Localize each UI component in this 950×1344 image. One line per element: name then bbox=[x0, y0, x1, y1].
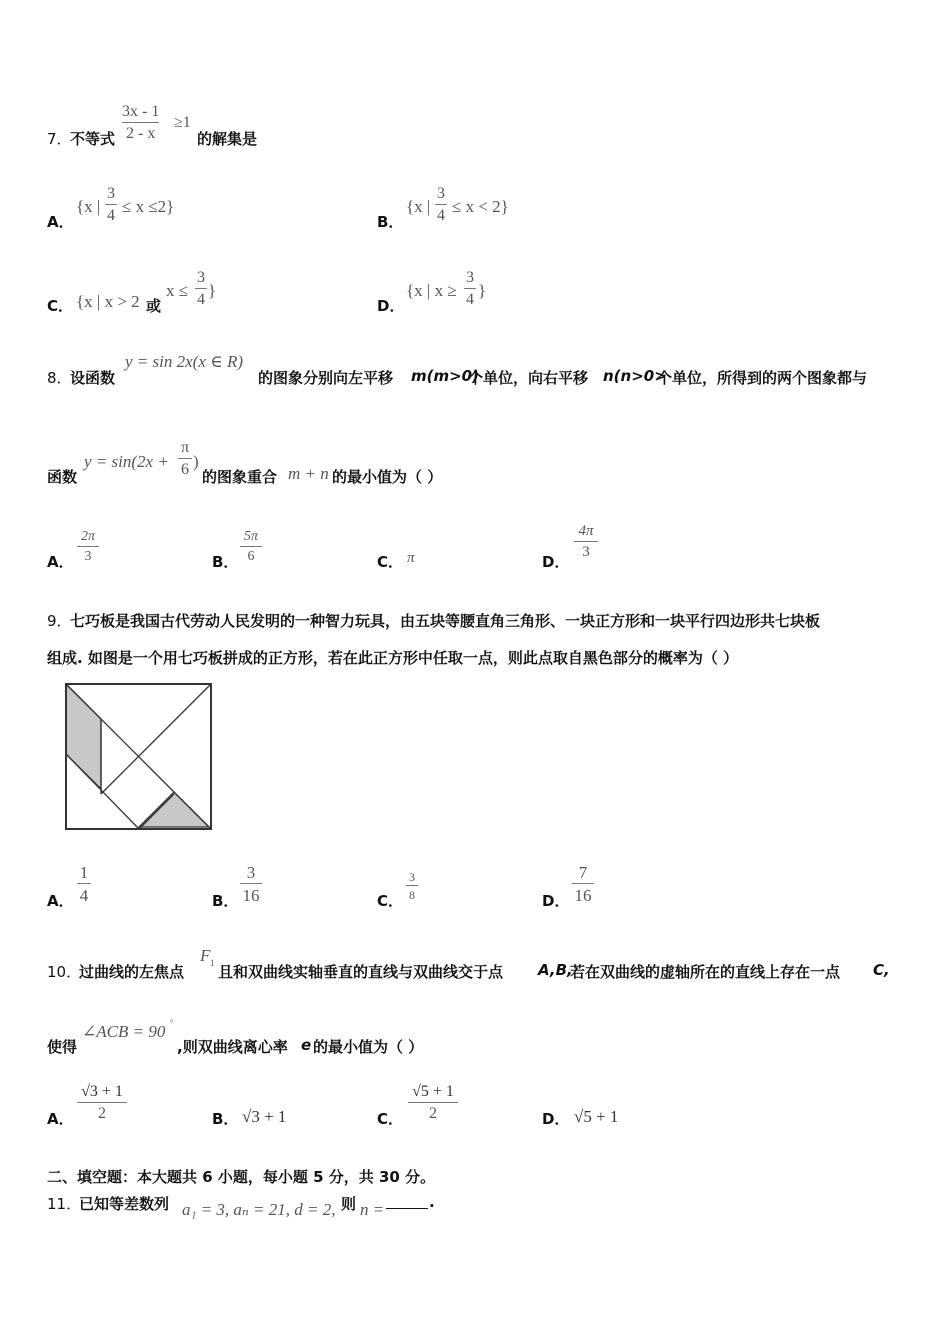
q8-option-d-fraction bbox=[574, 524, 598, 560]
q8-n-expr: n(n>0> bbox=[603, 367, 667, 385]
q7-option-c-connector: 或 bbox=[146, 297, 162, 315]
q8-option-d-label: D． bbox=[542, 553, 570, 571]
q10-option-c-fraction bbox=[408, 1084, 458, 1122]
fraction-numerator: 3 bbox=[437, 185, 445, 202]
fraction-numerator: √3 + 1 bbox=[81, 1083, 123, 1100]
fraction-bar bbox=[406, 885, 418, 886]
fraction-denominator: 16 bbox=[242, 886, 260, 905]
q8-m-plus-n: m + n bbox=[288, 464, 329, 483]
q8-m-expr: m(m>0) bbox=[411, 367, 479, 385]
q7-option-b-fraction bbox=[435, 186, 447, 224]
fraction-numerator: 2π bbox=[80, 529, 95, 544]
q7-option-a-set: {x | bbox=[76, 197, 101, 216]
fraction-numerator: π bbox=[180, 439, 190, 456]
q9-line1: 七巧板是我国古代劳动人民发明的一种智力玩具，由五块等腰直角三角形、一块正方形和一块平行四边形共七块板 bbox=[70, 612, 821, 630]
q11-n-equals: n = bbox=[360, 1200, 385, 1219]
q10-point-c: C, bbox=[873, 961, 890, 979]
section-2-heading: 二、填空题：本大题共 6 小题，每小题 5 分，共 30 分。 bbox=[47, 1168, 436, 1186]
fraction-denominator: 2 bbox=[429, 1105, 437, 1122]
q10-focus: F bbox=[200, 946, 211, 965]
q8-function2-fraction bbox=[178, 440, 192, 478]
q7-option-b-label: B． bbox=[377, 213, 404, 231]
fraction-denominator: 2 bbox=[98, 1105, 106, 1122]
q7-option-c-fraction bbox=[195, 270, 207, 308]
q9-option-b-label: B． bbox=[212, 892, 239, 910]
fraction-bar bbox=[122, 122, 159, 123]
fraction-denominator: 4 bbox=[437, 207, 445, 224]
fraction-bar bbox=[178, 458, 192, 459]
fraction-numerator: 3 bbox=[466, 269, 474, 286]
q8-option-b-label: B． bbox=[212, 553, 239, 571]
fraction-denominator: 4 bbox=[466, 291, 474, 308]
q10-angle: ∠ACB = 90 bbox=[82, 1022, 166, 1041]
q7-option-c-label: C． bbox=[47, 297, 74, 315]
q7-option-c-tail-pre: x ≤ bbox=[166, 281, 189, 300]
q7-suffix: 的解集是 bbox=[197, 130, 258, 148]
q7-option-a-fraction bbox=[105, 186, 117, 224]
q11-number: 11． bbox=[47, 1195, 82, 1213]
fraction-numerator: 3 bbox=[197, 269, 205, 286]
q8-line2-mid: 的图象重合 bbox=[202, 468, 278, 486]
q7-option-d-set: {x | x ≥ bbox=[406, 281, 457, 300]
tangram-shaded-parallelogram bbox=[66, 684, 101, 789]
fraction-denominator: 6 bbox=[247, 549, 255, 564]
q11-tail: . bbox=[429, 1193, 435, 1211]
q8-line2-suffix: 的最小值为（ ） bbox=[332, 468, 443, 486]
q8-prefix: 设函数 bbox=[70, 369, 116, 387]
q7-ineq-numerator: 3x - 1 bbox=[122, 103, 160, 120]
q11-prefix: 已知等差数列 bbox=[79, 1195, 170, 1213]
fraction-bar bbox=[195, 288, 207, 289]
q9-option-c-fraction bbox=[406, 871, 418, 901]
q7-option-d-label: D． bbox=[377, 297, 405, 315]
q10-option-b-label: B． bbox=[212, 1110, 239, 1128]
fraction-denominator: 4 bbox=[107, 207, 115, 224]
fraction-denominator: 4 bbox=[79, 886, 89, 905]
fraction-denominator: 4 bbox=[197, 291, 205, 308]
fraction-bar bbox=[574, 541, 598, 542]
q10-text3: 若在双曲线的虚轴所在的直线上存在一点 bbox=[570, 963, 841, 981]
q9-option-a-label: A． bbox=[47, 892, 74, 910]
fraction-denominator: 16 bbox=[574, 886, 592, 905]
q8-text3: 个单位，所得到的两个图象都与 bbox=[657, 369, 868, 387]
fraction-bar bbox=[77, 1102, 127, 1103]
fraction-numerator: √5 + 1 bbox=[412, 1083, 454, 1100]
q8-option-c-label: C． bbox=[377, 553, 404, 571]
fraction-numerator: 3 bbox=[246, 863, 256, 882]
q10-option-d-label: D． bbox=[542, 1110, 570, 1128]
q7-number: 7． bbox=[47, 130, 72, 148]
q7-prefix: 不等式 bbox=[70, 130, 116, 148]
q8-option-a-label: A． bbox=[47, 553, 74, 571]
q8-text1: 的图象分别向左平移 bbox=[258, 369, 394, 387]
q8-function2-pre: y = sin(2x + bbox=[84, 452, 169, 471]
q8-text2: 个单位，向右平移 bbox=[468, 369, 589, 387]
q8-option-b-fraction bbox=[240, 530, 262, 564]
q9-option-a-fraction bbox=[77, 864, 91, 904]
q10-focus-subscript: 1 bbox=[210, 958, 215, 968]
q11-then: 则 bbox=[341, 1195, 357, 1213]
q9-option-d-fraction bbox=[572, 864, 594, 904]
tangram-lower-left-line bbox=[66, 754, 139, 829]
q10-text1: 过曲线的左焦点 bbox=[79, 963, 185, 981]
fraction-bar bbox=[105, 204, 117, 205]
q10-number: 10． bbox=[47, 963, 82, 981]
fraction-bar bbox=[240, 546, 262, 547]
tangram-shaded-triangle bbox=[139, 792, 209, 827]
fraction-numerator: 7 bbox=[578, 863, 588, 882]
q7-ineq-denominator: 2 - x bbox=[126, 125, 156, 142]
q9-number: 9． bbox=[47, 612, 72, 630]
fraction-bar bbox=[572, 883, 594, 884]
q10-points: A,B, bbox=[538, 961, 573, 979]
q7-ineq-relation: ≥1 bbox=[174, 114, 191, 131]
fraction-denominator: 6 bbox=[181, 461, 189, 478]
q8-option-a-fraction bbox=[77, 530, 99, 564]
q7-option-c-tail: } bbox=[208, 281, 217, 300]
fraction-denominator: 3 bbox=[582, 544, 590, 560]
q10-line2-suffix: 的最小值为（ ） bbox=[313, 1038, 424, 1056]
q7-option-c-set: {x | x > 2 bbox=[76, 292, 140, 311]
fraction-numerator: 5π bbox=[243, 529, 258, 544]
fraction-numerator: 3 bbox=[107, 185, 115, 202]
q9-option-d-label: D． bbox=[542, 892, 570, 910]
fraction-numerator: 1 bbox=[79, 863, 89, 882]
q10-e: e bbox=[301, 1036, 312, 1054]
q9-line2: 组成. 如图是一个用七巧板拼成的正方形，若在此正方形中任取一点，则此点取自黑色部分的概率为（ ） bbox=[47, 649, 739, 667]
fraction-bar bbox=[77, 883, 91, 884]
fraction-bar bbox=[77, 546, 99, 547]
q7-option-d-tail: } bbox=[478, 281, 487, 300]
q10-option-c-label: C． bbox=[377, 1110, 404, 1128]
q10-degree-mark: ° bbox=[170, 1018, 174, 1028]
q8-number: 8． bbox=[47, 369, 72, 387]
tangram-figure bbox=[64, 682, 214, 832]
tangram-anti-diagonal-line bbox=[101, 684, 211, 794]
q8-option-c-value: π bbox=[407, 550, 415, 566]
q11-answer-blank[interactable] bbox=[386, 1208, 428, 1209]
q8-line2-prefix: 函数 bbox=[47, 468, 78, 486]
q7-option-a-tail: ≤ x ≤2} bbox=[122, 197, 175, 216]
fraction-numerator: 3 bbox=[409, 870, 415, 884]
fraction-numerator: 4π bbox=[578, 523, 594, 539]
q10-option-a-fraction bbox=[77, 1084, 127, 1122]
q10-option-b-value: √3 + 1 bbox=[242, 1107, 287, 1126]
fraction-denominator: 8 bbox=[409, 888, 415, 902]
q11-given: a₁ = 3, aₙ = 21, d = 2, bbox=[182, 1200, 336, 1219]
q10-option-d-value: √5 + 1 bbox=[574, 1107, 619, 1126]
q9-option-b-fraction bbox=[240, 864, 262, 904]
q8-function2-post: ) bbox=[193, 452, 199, 471]
q10-text2: 且和双曲线实轴垂直的直线与双曲线交于点 bbox=[218, 963, 504, 981]
fraction-bar bbox=[408, 1102, 458, 1103]
q10-option-a-label: A． bbox=[47, 1110, 74, 1128]
q7-option-b-set: {x | bbox=[406, 197, 431, 216]
fraction-bar bbox=[464, 288, 476, 289]
q10-line2-prefix: 使得 bbox=[47, 1038, 78, 1056]
q7-option-a-label: A． bbox=[47, 213, 74, 231]
q7-option-b-tail: ≤ x < 2} bbox=[452, 197, 509, 216]
q7-inequality-fraction bbox=[122, 104, 159, 142]
q8-function: y = sin 2x(x ∈ R) bbox=[125, 352, 243, 371]
fraction-bar bbox=[240, 883, 262, 884]
fraction-denominator: 3 bbox=[84, 549, 92, 564]
q10-line2-mid: ,则双曲线离心率 bbox=[177, 1038, 288, 1056]
q7-option-d-fraction bbox=[464, 270, 476, 308]
fraction-bar bbox=[435, 204, 447, 205]
q9-option-c-label: C． bbox=[377, 892, 404, 910]
